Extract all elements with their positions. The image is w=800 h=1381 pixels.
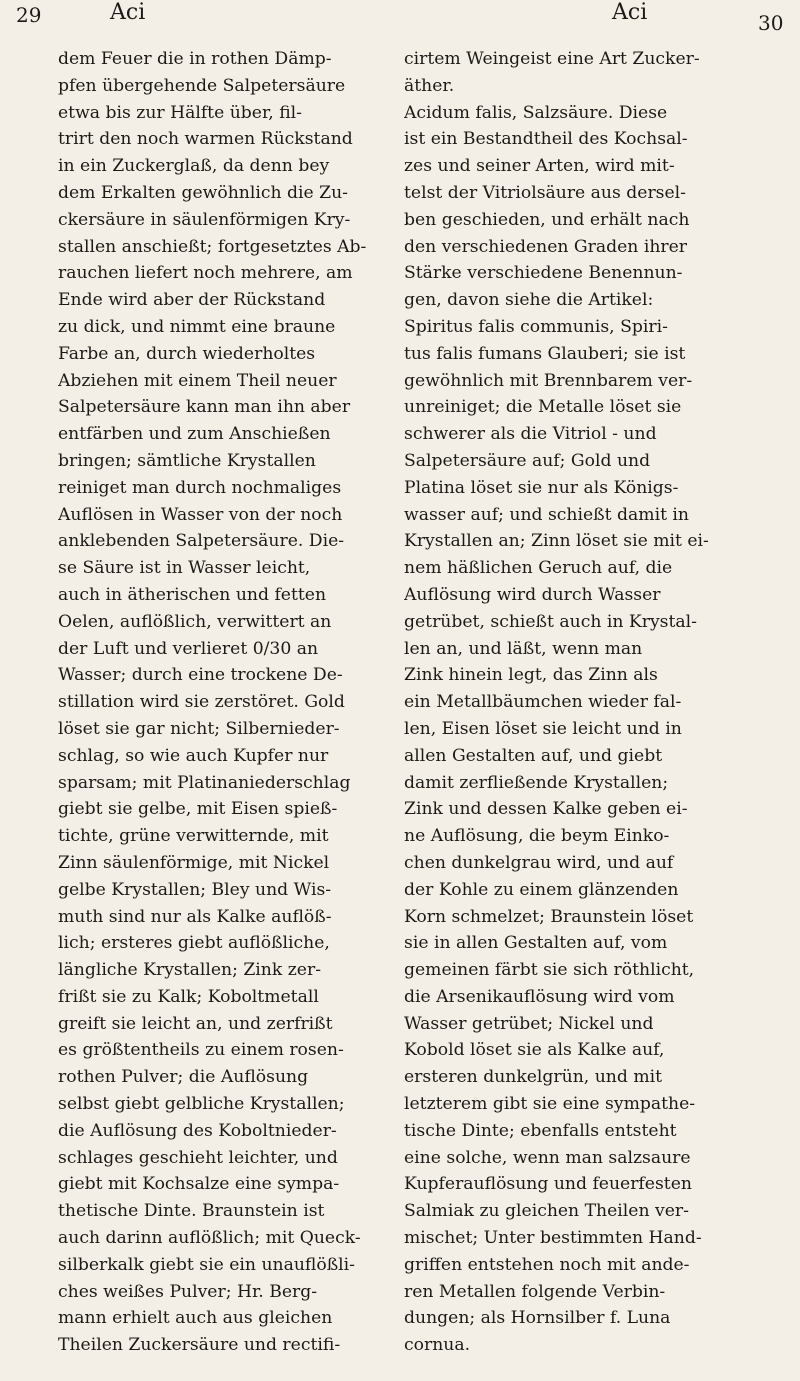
- text-line: Auflösung wird durch Wasser: [404, 584, 661, 605]
- text-line: Wasser getrübet; Nickel und: [404, 1013, 654, 1034]
- text-line: Zinn säulenförmige, mit Nickel: [58, 852, 330, 873]
- text-line: Kupferauflösung und feuerfesten: [404, 1174, 692, 1195]
- text-line: Korn schmelzet; Braunstein löset: [404, 906, 694, 927]
- text-line: Stärke verschiedene Benennun-: [404, 263, 683, 284]
- text-line: Krystallen an; Zinn löset sie mit ei-: [404, 531, 709, 552]
- text-line: gemeinen färbt sie sich röthlicht,: [404, 960, 695, 981]
- text-line: rothen Pulver; die Auflösung: [58, 1067, 309, 1088]
- text-line: etwa bis zur Hälfte über, fil-: [58, 102, 302, 123]
- text-line: ein Metallbäumchen wieder fal-: [404, 692, 682, 713]
- text-line: wasser auf; und schießt damit in: [404, 504, 690, 525]
- text-line: auch in ätherischen und fetten: [58, 584, 327, 605]
- text-line: se Säure ist in Wasser leicht,: [58, 558, 311, 579]
- text-line: gelbe Krystallen; Bley und Wis-: [58, 879, 332, 900]
- text-line: giebt mit Kochsalze eine sympa-: [58, 1174, 340, 1195]
- text-line: mann erhielt auch aus gleichen: [58, 1308, 333, 1329]
- text-line: len an, und läßt, wenn man: [404, 638, 643, 659]
- text-line: Salpetersäure auf; Gold und: [404, 450, 651, 471]
- text-line: längliche Krystallen; Zink zer-: [58, 960, 322, 981]
- text-line: Kobold löset sie als Kalke auf,: [404, 1040, 665, 1061]
- text-line: eine solche, wenn man salzsaure: [404, 1147, 691, 1168]
- text-line: Ende wird aber der Rückstand: [58, 290, 326, 311]
- text-line: Oelen, auflößlich, verwittert an: [58, 611, 332, 632]
- text-line: anklebenden Salpetersäure. Die-: [58, 531, 345, 552]
- text-line: Zink hinein legt, das Zinn als: [404, 665, 658, 686]
- text-line: es größtentheils zu einem rosen-: [58, 1040, 344, 1061]
- text-line: getrübet, schießt auch in Krystal-: [404, 611, 697, 632]
- text-line: giebt sie gelbe, mit Eisen spieß-: [58, 799, 338, 820]
- text-line: die Auflösung des Koboltnieder-: [58, 1120, 337, 1141]
- text-line: telst der Vitriolsäure aus dersel-: [404, 182, 686, 203]
- text-line: chen dunkelgrau wird, und auf: [404, 852, 674, 873]
- text-line: Spiritus falis communis, Spiri-: [404, 316, 668, 337]
- text-line: äther.: [404, 75, 455, 96]
- text-line: tichte, grüne verwitternde, mit: [58, 826, 329, 847]
- text-line: damit zerfließende Krystallen;: [404, 772, 669, 793]
- text-line: die Arsenikauflösung wird vom: [404, 986, 675, 1007]
- text-line: Salmiak zu gleichen Theilen ver-: [404, 1201, 689, 1222]
- text-line: stallen anschießt; fortgesetztes Ab-: [58, 236, 367, 257]
- text-line: Abziehen mit einem Theil neuer: [58, 370, 337, 391]
- text-line: Salpetersäure kann man ihn aber: [58, 397, 351, 418]
- text-line: gewöhnlich mit Brennbarem ver-: [404, 370, 693, 391]
- text-line: lich; ersteres giebt auflößliche,: [58, 933, 330, 954]
- text-line: dem Erkalten gewöhnlich die Zu-: [58, 182, 348, 203]
- text-line: gen, davon siehe die Artikel:: [404, 290, 654, 311]
- text-line: tus falis fumans Glauberi; sie ist: [404, 343, 686, 364]
- text-line: Auflösen in Wasser von der noch: [58, 504, 343, 525]
- text-line: unreiniget; die Metalle löset sie: [404, 397, 682, 418]
- page-number-left: 29: [16, 3, 42, 27]
- text-line: mischet; Unter bestimmten Hand-: [404, 1228, 702, 1249]
- text-line: zes und seiner Arten, wird mit-: [404, 156, 675, 177]
- text-line: allen Gestalten auf, und giebt: [404, 745, 663, 766]
- text-line: thetische Dinte. Braunstein ist: [58, 1201, 325, 1222]
- catchword-right: Aci: [612, 0, 648, 25]
- text-line: bringen; sämtliche Krystallen: [58, 450, 316, 471]
- text-line: der Luft und verlieret 0/30 an: [58, 638, 319, 659]
- text-line: der Kohle zu einem glänzenden: [404, 879, 679, 900]
- text-line: ckersäure in säulenförmigen Kry-: [58, 209, 351, 230]
- text-line: Acidum falis, Salzsäure. Diese: [404, 102, 668, 123]
- text-line: selbst giebt gelbliche Krystallen;: [58, 1094, 345, 1115]
- text-line: frißt sie zu Kalk; Koboltmetall: [58, 986, 319, 1007]
- running-header: [0, 0, 800, 42]
- text-line: sparsam; mit Platinaniederschlag: [58, 772, 351, 793]
- text-line: in ein Zuckerglaß, da denn bey: [58, 156, 330, 177]
- text-line: letzterem gibt sie eine sympathe-: [404, 1094, 696, 1115]
- text-line: silberkalk giebt sie ein unauflößli-: [58, 1254, 355, 1275]
- text-line: entfärben und zum Anschießen: [58, 424, 331, 445]
- text-line: ches weißes Pulver; Hr. Berg-: [58, 1281, 318, 1302]
- text-line: pfen übergehende Salpetersäure: [58, 75, 346, 96]
- text-line: dem Feuer die in rothen Dämp-: [58, 49, 332, 69]
- text-line: Platina löset sie nur als Königs-: [404, 477, 679, 498]
- text-line: ersteren dunkelgrün, und mit: [404, 1067, 663, 1088]
- text-line: ben geschieden, und erhält nach: [404, 209, 690, 230]
- text-line: Theilen Zuckersäure und rectifi-: [58, 1335, 341, 1356]
- text-line: ren Metallen folgende Verbin-: [404, 1281, 666, 1302]
- text-line: schwerer als die Vitriol - und: [404, 424, 657, 445]
- text-line: trirt den noch warmen Rückstand: [58, 129, 353, 150]
- page-number-right: 30: [758, 11, 784, 35]
- text-line: auch darinn auflößlich; mit Queck-: [58, 1228, 361, 1249]
- text-line: dungen; als Hornsilber f. Luna: [404, 1308, 671, 1329]
- text-line: ne Auflösung, die beym Einko-: [404, 826, 670, 847]
- text-line: greift sie leicht an, und zerfrißt: [58, 1013, 333, 1034]
- text-line: schlag, so wie auch Kupfer nur: [58, 745, 329, 766]
- text-line: Zink und dessen Kalke geben ei-: [404, 799, 688, 820]
- text-line: löset sie gar nicht; Silbernieder-: [58, 718, 340, 739]
- text-line: tische Dinte; ebenfalls entsteht: [404, 1120, 677, 1141]
- text-line: rauchen liefert noch mehrere, am: [58, 263, 353, 284]
- text-line: cirtem Weingeist eine Art Zucker-: [404, 49, 700, 69]
- text-line: len, Eisen löset sie leicht und in: [404, 718, 682, 739]
- text-line: muth sind nur als Kalke auflöß-: [58, 906, 332, 927]
- text-line: ist ein Bestandtheil des Kochsal-: [404, 129, 688, 150]
- text-line: griffen entstehen noch mit ande-: [404, 1254, 690, 1275]
- text-line: reiniget man durch nochmaliges: [58, 477, 342, 498]
- text-line: Farbe an, durch wiederholtes: [58, 343, 316, 364]
- text-line: den verschiedenen Graden ihrer: [404, 236, 688, 257]
- catchword-left: Aci: [110, 0, 146, 25]
- text-line: Wasser; durch eine trockene De-: [58, 665, 343, 686]
- right-text-column: [404, 46, 736, 1359]
- left-text-column: [58, 46, 380, 1359]
- text-line: cornua.: [404, 1335, 471, 1356]
- text-line: sie in allen Gestalten auf, vom: [404, 933, 668, 954]
- text-line: zu dick, und nimmt eine braune: [58, 316, 336, 337]
- text-line: stillation wird sie zerstöret. Gold: [58, 692, 345, 713]
- text-line: nem häßlichen Geruch auf, die: [404, 558, 673, 579]
- text-line: schlages geschieht leichter, und: [58, 1147, 338, 1168]
